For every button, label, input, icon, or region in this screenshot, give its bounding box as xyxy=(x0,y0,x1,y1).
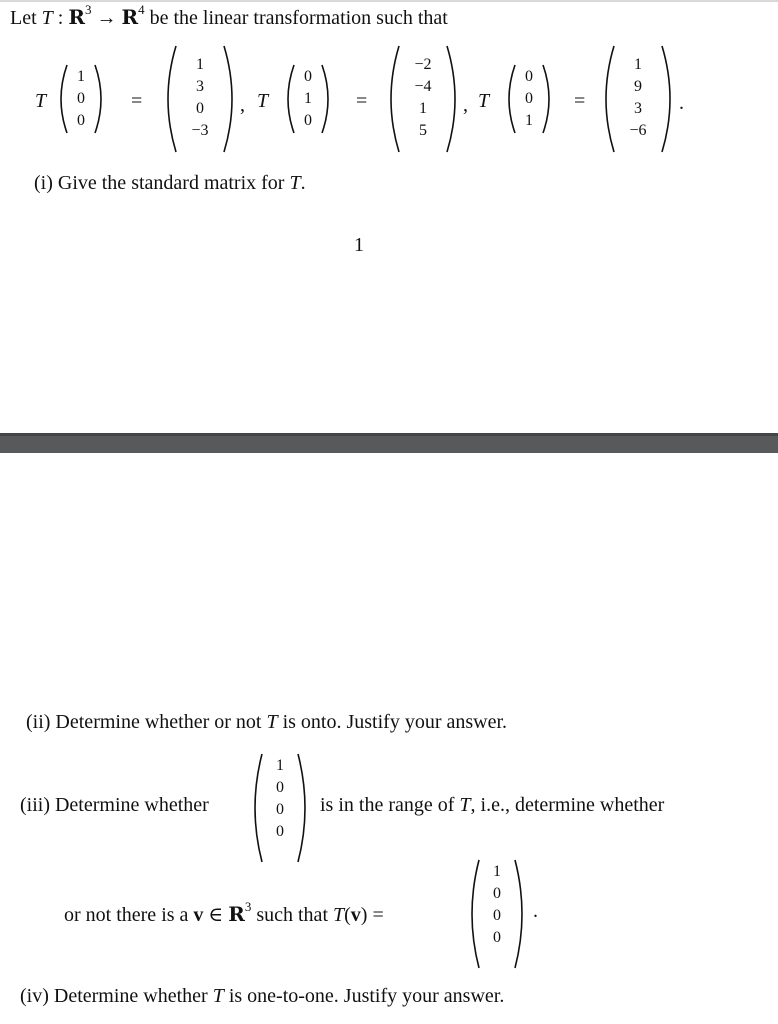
part-iii-mid2: , i.e., determine whether xyxy=(470,794,665,816)
vector-image-2-entry-4: 5 xyxy=(419,122,427,139)
reals-symbol-2: R xyxy=(121,5,139,29)
reals-symbol: R xyxy=(68,5,85,29)
part-iii-v: v xyxy=(193,904,204,926)
comma-1: , xyxy=(240,94,245,116)
equals-3: = xyxy=(574,90,586,112)
part-iii-vector-2-entry-1: 1 xyxy=(493,863,501,880)
part-iii-line2 xyxy=(64,899,384,927)
vector-e2-entry-2: 1 xyxy=(304,90,312,107)
vector-e3-entry-3: 1 xyxy=(525,112,533,129)
part-iii-Tv-open: ( xyxy=(344,904,351,926)
comma-2: , xyxy=(463,94,468,116)
part-iv xyxy=(20,985,504,1008)
part-ii-T: T xyxy=(266,711,278,733)
vector-e1-entry-3: 0 xyxy=(77,112,85,129)
intro-line xyxy=(10,2,448,30)
vector-image-2-entry-3: 1 xyxy=(419,100,427,117)
part-iii-vector-2-entry-4: 0 xyxy=(493,929,501,946)
part-iii-Tv-T: T xyxy=(333,904,345,926)
vector-image-3-entry-3: 3 xyxy=(634,100,642,117)
part-i-text: (i) Give the standard matrix for xyxy=(34,172,290,194)
part-iv-text: (iv) Determine whether xyxy=(20,985,213,1007)
part-iii-vector-entry-2: 0 xyxy=(276,779,284,796)
vector-e1-entry-1: 1 xyxy=(77,68,85,85)
part-iii-vector-2-entry-2: 0 xyxy=(493,885,501,902)
part-iii-vector-2-entry-3: 0 xyxy=(493,907,501,924)
vector-e3 xyxy=(503,63,555,135)
part-iii-vector xyxy=(248,752,312,864)
part-ii-rest: is onto. Justify your answer. xyxy=(277,711,508,733)
vector-image-1-entry-4: −3 xyxy=(191,122,209,139)
part-ii xyxy=(26,711,507,734)
part-iii-such: such that xyxy=(251,904,333,926)
part-i-end: . xyxy=(300,172,306,194)
vector-image-3-entry-1: 1 xyxy=(634,56,642,73)
page-number: 1 xyxy=(354,234,364,256)
page-divider xyxy=(0,433,778,453)
part-iii-end: . xyxy=(533,900,538,922)
part-iv-T: T xyxy=(212,985,224,1007)
part-i-T: T xyxy=(289,172,301,194)
part-iii-in: ∈ xyxy=(203,904,229,926)
part-iii-vector-entry-3: 0 xyxy=(276,801,284,818)
intro-pre: Let xyxy=(10,7,42,29)
page-divider-edge xyxy=(0,433,778,436)
T-symbol: T xyxy=(41,7,53,29)
part-iii-reals: R xyxy=(228,902,245,926)
part-iv-rest: is one-to-one. Justify your answer. xyxy=(223,985,505,1007)
part-iii-vector-2 xyxy=(465,858,529,970)
page-top-border xyxy=(0,0,778,2)
vector-image-3-entry-2: 9 xyxy=(634,78,642,95)
part-iii-vector-entry-1: 1 xyxy=(276,757,284,774)
exponent-3: 3 xyxy=(84,2,92,18)
equals-2: = xyxy=(356,90,368,112)
period-eq: . xyxy=(679,92,684,114)
part-iii-label: (iii) Determine whether xyxy=(20,794,209,816)
part-iii-mid xyxy=(320,794,664,817)
eq-T-1: T xyxy=(35,90,47,112)
vector-image-2-entry-1: −2 xyxy=(414,56,432,73)
vector-image-2 xyxy=(383,44,463,154)
vector-e2 xyxy=(282,63,334,135)
vector-e2-entry-3: 0 xyxy=(304,112,312,129)
part-iii-mid-text: is in the range of xyxy=(320,794,460,816)
vector-image-3 xyxy=(598,44,678,154)
part-iii-T: T xyxy=(459,794,471,816)
vector-image-1 xyxy=(160,44,240,154)
vector-e1-entry-2: 0 xyxy=(77,90,85,107)
part-iii-line2-pre: or not there is a xyxy=(64,904,194,926)
eq-T-3: T xyxy=(478,90,490,112)
vector-image-1-entry-1: 1 xyxy=(196,56,204,73)
equals-1: = xyxy=(131,90,143,112)
vector-e1 xyxy=(55,63,107,135)
vector-image-3-entry-4: −6 xyxy=(629,122,647,139)
vector-e3-entry-1: 0 xyxy=(525,68,533,85)
intro-post: be the linear transformation such that xyxy=(144,7,448,29)
vector-image-1-entry-2: 3 xyxy=(196,78,204,95)
exponent-4: 4 xyxy=(138,2,145,18)
part-iii-vector-entry-4: 0 xyxy=(276,823,284,840)
vector-image-2-entry-2: −4 xyxy=(414,78,432,95)
vector-e2-entry-1: 0 xyxy=(304,68,312,85)
vector-e3-entry-2: 0 xyxy=(525,90,533,107)
eq-T-2: T xyxy=(257,90,269,112)
part-iii-exp3: 3 xyxy=(244,899,252,915)
part-iii-Tv-v: v xyxy=(350,904,361,926)
intro-colon: : xyxy=(52,7,69,29)
part-ii-text: (ii) Determine whether or not xyxy=(26,711,267,733)
part-i xyxy=(34,172,306,195)
vector-image-1-entry-3: 0 xyxy=(196,100,204,117)
intro-arrow: → xyxy=(91,7,122,29)
part-iii-Tv-close: ) = xyxy=(360,904,384,926)
